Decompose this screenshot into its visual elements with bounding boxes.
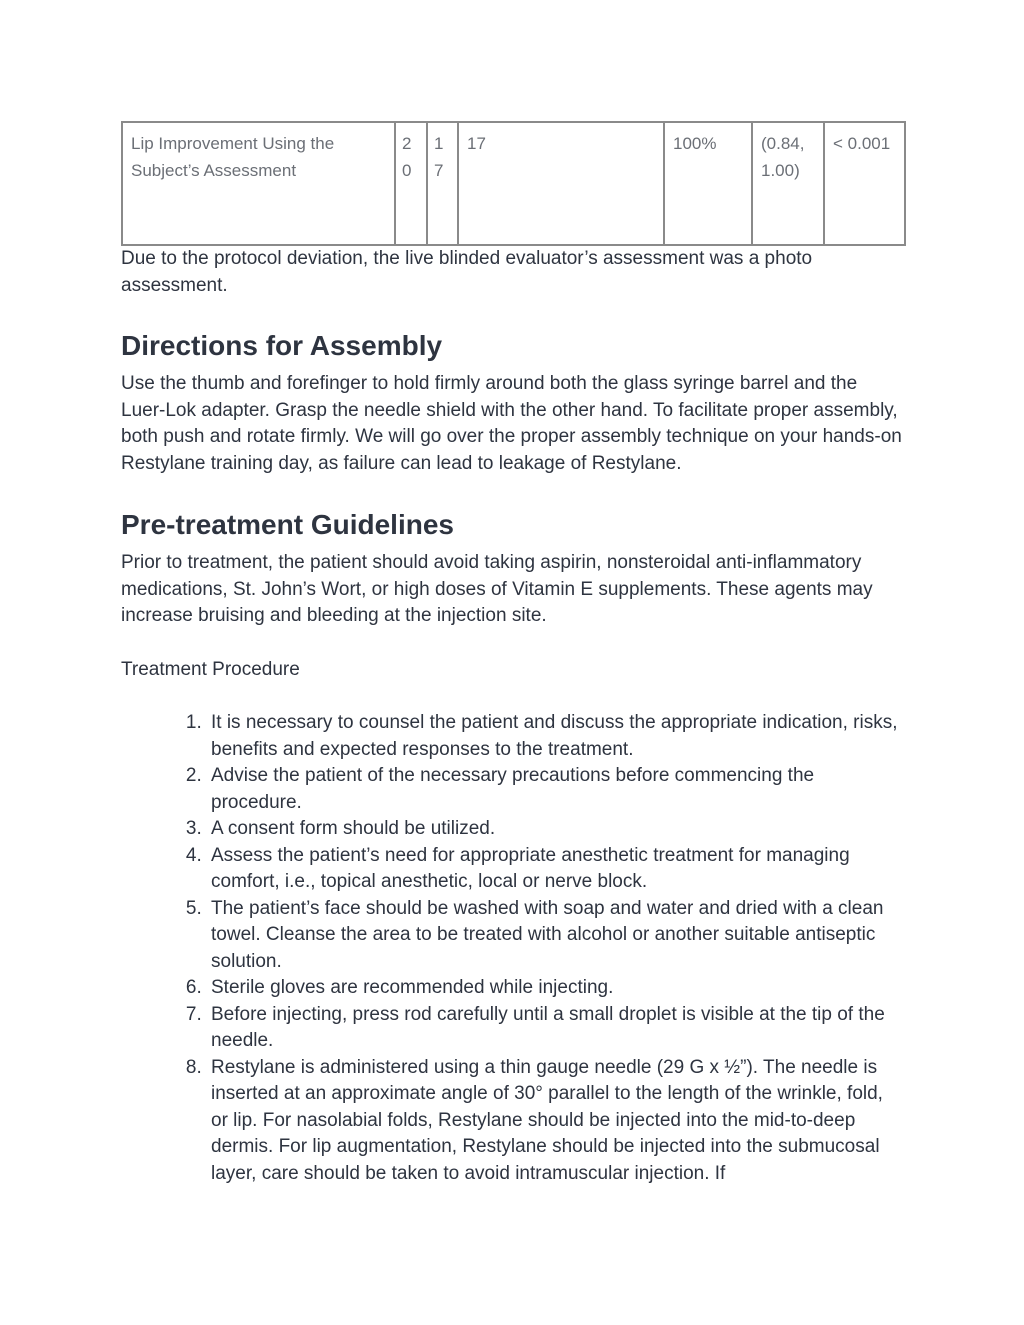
p-value-cell: < 0.001	[824, 122, 905, 245]
list-item: 1. It is necessary to counsel the patient and discuss the appropriate indication, risks, benefits and expected responses to the treatment.	[207, 710, 904, 763]
protocol-note: Due to the protocol deviation, the live blinded evaluator’s assessment was a photo assessment.	[121, 248, 813, 296]
list-item: 5. The patient’s face should be washed with soap and water and dried with a clean towel. Cleanse the area to be treated with alcohol or another suitable antiseptic solution.	[207, 896, 904, 976]
assembly-text: Use the thumb and forefinger to hold firmly around both the glass syringe barrel and the Luer-Lok adapter. Grasp the needle shield with the other hand. To facilitate proper assembly, both push and rotate firmly. We will go over the proper assembly technique on your hands-on Restylane training day, as failure can lead to leakage of Restylane.	[121, 373, 902, 474]
pretreatment-text: Prior to treatment, the patient should avoid taking aspirin, nonsteroidal anti-inflammatory medications, St. John’s Wort, or high doses of Vitamin E supplements. These agents may increase bruising and bleeding at the injection site.	[121, 552, 873, 626]
percent-cell: 100%	[664, 122, 752, 245]
list-item: 6. Sterile gloves are recommended while injecting.	[207, 975, 904, 1002]
list-item: 7. Before injecting, press rod carefully until a small droplet is visible at the tip of the needle.	[207, 1002, 904, 1055]
n1-cell: 20	[395, 122, 427, 245]
outcome-cell: Lip Improvement Using the Subject’s Assessment	[122, 122, 395, 245]
list-item: 2. Advise the patient of the necessary precautions before commencing the procedure.	[207, 763, 904, 816]
list-item: 8. Restylane is administered using a thin gauge needle (29 G x ½”). The needle is inserted at an approximate angle of 30° parallel to the length of the wrinkle, fold, or lip. For nasolabial folds, Restylane should be injected into the mid-to-deep dermis. For lip augmentation, Restylane should be injected into the submucosal layer, care should be taken to avoid intramuscular injection. If	[207, 1055, 904, 1188]
procedure-steps	[121, 710, 904, 1187]
n2-cell: 17	[427, 122, 458, 245]
procedure-title: Treatment Procedure	[121, 658, 300, 680]
table-row	[122, 122, 905, 245]
list-item: 4. Assess the patient’s need for appropriate anesthetic treatment for managing comfort, i.e., topical anesthetic, local or nerve block.	[207, 843, 904, 896]
pretreatment-heading: Pre-treatment Guidelines	[121, 509, 454, 540]
document-page	[121, 121, 904, 1187]
results-table	[121, 121, 906, 246]
assembly-heading: Directions for Assembly	[121, 330, 443, 361]
confidence-interval-cell: (0.84, 1.00)	[752, 122, 824, 245]
responders-cell: 17	[458, 122, 664, 245]
list-item: 3. A consent form should be utilized.	[207, 816, 904, 843]
